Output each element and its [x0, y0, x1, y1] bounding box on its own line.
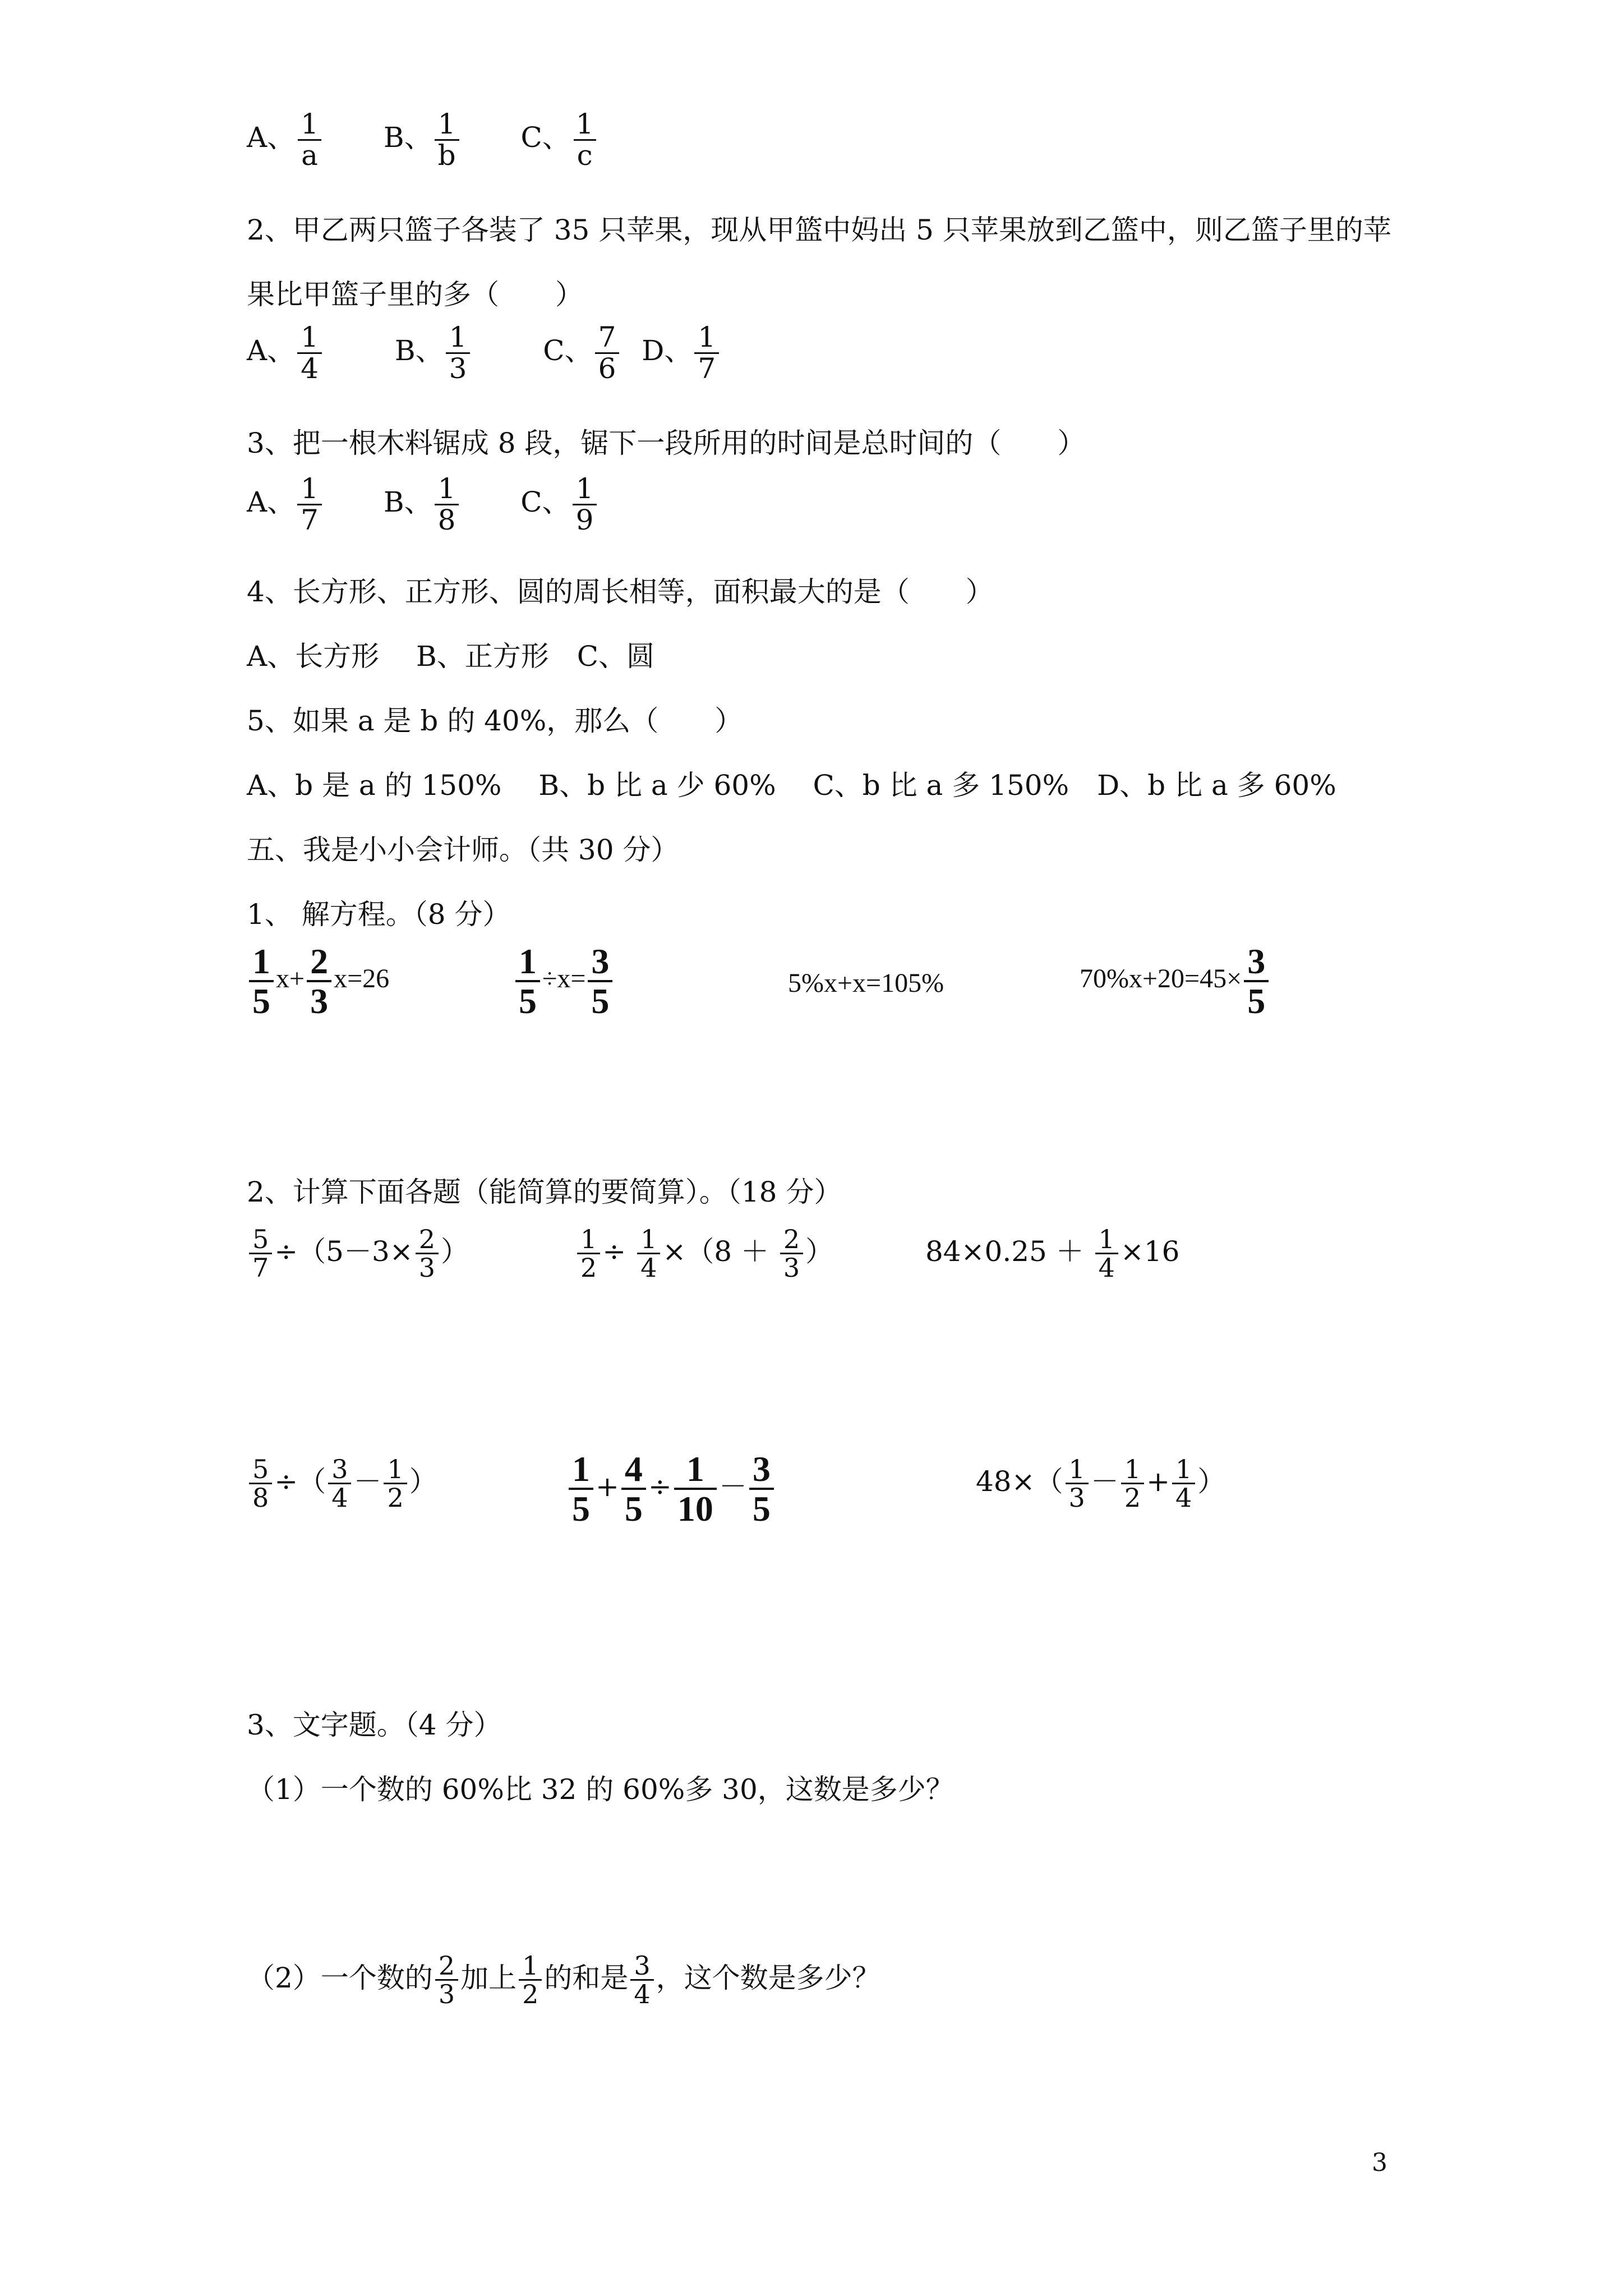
fraction: $\frac{3}{5}$	[1244, 942, 1269, 1020]
word-problem-2: （2）一个数的 $\frac{2}{3}$ 加上 $\frac{1}{2}$ 的和是 $\frac{3}{4}$ ，这个数是多少？	[247, 1950, 880, 2010]
q1-option-a[interactable]: A、 $\frac{1}{a}$	[247, 109, 324, 170]
q1-options	[247, 109, 650, 170]
fraction: $\frac{1}{2}$	[577, 1226, 600, 1282]
fraction: $\frac{1}{c}$	[573, 109, 597, 170]
calc-3: 84×0.25 ＋ $\frac{1}{4}$ ×16	[925, 1224, 1180, 1283]
fraction: $\frac{1}{a}$	[297, 109, 322, 170]
q3-option-b[interactable]: B、 $\frac{1}{8}$	[384, 474, 462, 535]
q2-option-b[interactable]: B、 $\frac{1}{3}$	[395, 323, 473, 383]
q2-option-d[interactable]: D、 $\frac{1}{7}$	[642, 323, 721, 383]
equation-1: $\frac{1}{5}$ x+ $\frac{2}{3}$ x=26	[247, 942, 389, 1020]
fraction: $\frac{2}{3}$	[307, 942, 331, 1020]
q2-text-line1: 2、甲乙两只篮子各装了 35 只苹果，现从甲篮中妈出 5 只苹果放到乙篮中，则乙篮子里的苹	[247, 214, 1391, 246]
fraction: $\frac{1}{4}$	[1095, 1226, 1118, 1282]
q5-options[interactable]: A、b 是 a 的 150% B、b 比 a 少 60% C、b 比 a 多 150% D、b 比 a 多 60%	[247, 769, 1336, 802]
calc-2: $\frac{1}{2}$ ÷ $\frac{1}{4}$ ×（8 ＋ $\frac{2}{3}$ ）	[575, 1226, 833, 1282]
fraction: $\frac{4}{5}$	[621, 1450, 646, 1527]
fraction: $\frac{3}{5}$	[749, 1450, 774, 1527]
word-problem-1: （1）一个数的 60%比 32 的 60%多 30，这数是多少？	[247, 1773, 954, 1806]
fraction: $\frac{1}{4}$	[1172, 1456, 1195, 1512]
calc-1: $\frac{5}{7}$ ÷（5－3× $\frac{2}{3}$ ）	[247, 1226, 469, 1282]
fraction: $\frac{1}{3}$	[446, 323, 471, 383]
part1-title: 1、 解方程。（8 分）	[247, 898, 511, 931]
fraction: $\frac{5}{7}$	[249, 1226, 272, 1282]
q3-text: 3、把一根木料锯成 8 段，锯下一段所用的时间是总时间的（ ）	[247, 427, 1086, 459]
fraction: $\frac{1}{5}$	[569, 1450, 593, 1527]
fraction: $\frac{2}{3}$	[435, 1952, 458, 2008]
fraction: $\frac{3}{4}$	[328, 1456, 351, 1512]
q2-options	[247, 323, 772, 383]
fraction: $\frac{3}{5}$	[588, 942, 612, 1020]
fraction: $\frac{1}{10}$	[674, 1450, 717, 1527]
calc-6: 48×（ $\frac{1}{3}$ － $\frac{1}{2}$ + $\frac{1}{4}$ ）	[976, 1454, 1226, 1513]
q2-option-c[interactable]: C、 $\frac{7}{6}$	[543, 323, 621, 383]
fraction: $\frac{1}{4}$	[637, 1226, 660, 1282]
fraction: $\frac{1}{2}$	[1121, 1456, 1144, 1512]
fraction: $\frac{1}{4}$	[297, 323, 322, 383]
fraction: $\frac{1}{7}$	[694, 323, 719, 383]
fraction: $\frac{1}{5}$	[249, 942, 274, 1020]
calc-4: $\frac{5}{8}$ ÷（ $\frac{3}{4}$ － $\frac{1}{2}$ ）	[247, 1456, 437, 1512]
fraction: $\frac{2}{3}$	[416, 1226, 439, 1282]
q2-text-line2: 果比甲篮子里的多（ ）	[247, 278, 583, 311]
fraction: $\frac{1}{2}$	[519, 1952, 542, 2008]
q4-text: 4、长方形、正方形、圆的周长相等，面积最大的是（ ）	[247, 576, 994, 608]
q4-options[interactable]: A、长方形 B、正方形 C、圆	[247, 640, 655, 673]
q2-option-a[interactable]: A、 $\frac{1}{4}$	[247, 323, 324, 383]
equation-3: 5%x+x=105%	[788, 968, 944, 998]
section-title: 五、我是小小会计师。（共 30 分）	[247, 834, 679, 866]
fraction: $\frac{1}{2}$	[384, 1456, 407, 1512]
fraction: $\frac{1}{b}$	[435, 109, 459, 170]
page-number: 3	[1372, 2148, 1387, 2177]
equation-4: 70%x+20=45× $\frac{3}{5}$	[1080, 942, 1271, 1020]
part3-title: 3、文字题。（4 分）	[247, 1709, 502, 1741]
q3-option-a[interactable]: A、 $\frac{1}{7}$	[247, 474, 324, 535]
q1-option-b[interactable]: B、 $\frac{1}{b}$	[384, 109, 462, 170]
fraction: $\frac{2}{3}$	[780, 1226, 803, 1282]
part2-title: 2、计算下面各题（能简算的要简算）。（18 分）	[247, 1176, 842, 1208]
fraction: $\frac{1}{8}$	[435, 474, 459, 535]
fraction: $\frac{7}{6}$	[595, 323, 620, 383]
calc-5: $\frac{1}{5}$ + $\frac{4}{5}$ ÷ $\frac{1}{10}$ － $\frac{3}{5}$	[566, 1450, 776, 1527]
fraction: $\frac{5}{8}$	[249, 1456, 272, 1512]
fraction: $\frac{1}{3}$	[1066, 1456, 1089, 1512]
q1-option-c[interactable]: C、 $\frac{1}{c}$	[521, 109, 600, 170]
fraction: $\frac{1}{9}$	[573, 474, 597, 535]
fraction: $\frac{1}{5}$	[515, 942, 540, 1020]
q3-options	[247, 474, 649, 535]
fraction: $\frac{1}{7}$	[297, 474, 322, 535]
fraction: $\frac{3}{4}$	[630, 1952, 653, 2008]
equation-2: $\frac{1}{5}$ ÷x= $\frac{3}{5}$	[513, 942, 615, 1020]
q5-text: 5、如果 a 是 b 的 40%，那么（ ）	[247, 705, 743, 737]
q3-option-c[interactable]: C、 $\frac{1}{9}$	[520, 474, 599, 535]
